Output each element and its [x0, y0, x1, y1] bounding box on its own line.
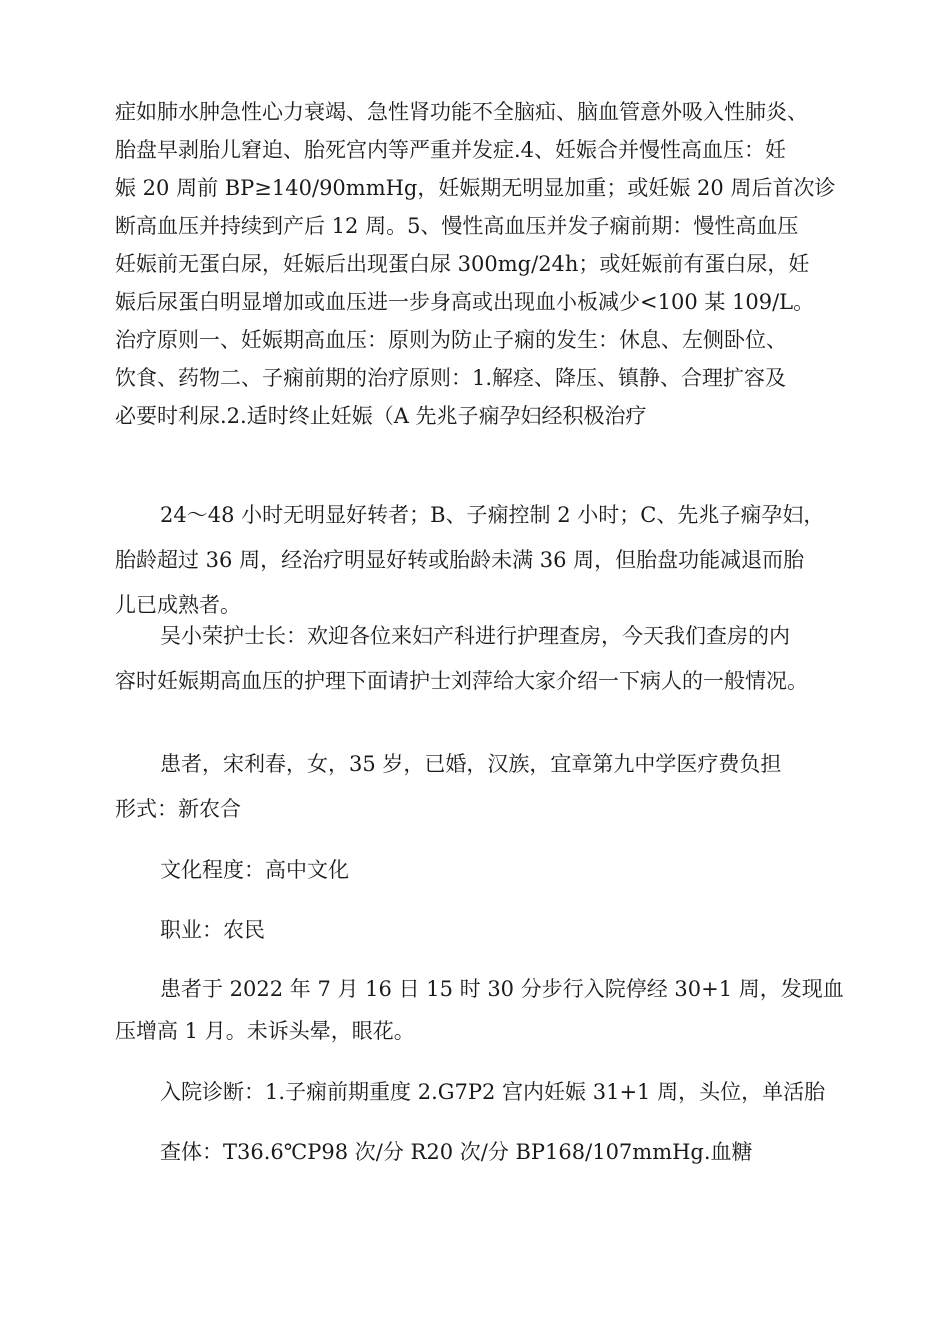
diagnosis-line: 入院诊断：1.子痫前期重度 2.G7P2 宫内妊娠 31+1 周，头位，单活胎	[160, 1080, 826, 1104]
text-line: 24～48 小时无明显好转者；B、子痫控制 2 小时；C、先兆子痫孕妇，	[160, 503, 825, 527]
text-line: 娠 20 周前 BP≥140/90mmHg，妊娠期无明显加重；或妊娠 20 周后首次诊	[115, 176, 836, 200]
text-line: 吴小荣护士长：欢迎各位来妇产科进行护理查房，今天我们查房的内	[160, 624, 790, 648]
text-line: 形式：新农合	[115, 797, 241, 821]
text-line: 治疗原则一、妊娠期高血压：原则为防止子痫的发生：休息、左侧卧位、	[115, 328, 787, 352]
exam-line: 查体：T36.6℃P98 次/分 R20 次/分 BP168/107mmHg.血糖	[160, 1140, 753, 1164]
text-line: 妊娠前无蛋白尿，妊娠后出现蛋白尿 300mg/24h；或妊娠前有蛋白尿，妊	[115, 252, 810, 276]
text-line: 患者于 2022 年 7 月 16 日 15 时 30 分步行入院停经 30+1 周，发现血	[160, 977, 844, 1001]
text-line: 容时妊娠期高血压的护理下面请护士刘萍给大家介绍一下病人的一般情况。	[115, 669, 808, 693]
text-line: 娠后尿蛋白明显增加或血压进一步身高或出现血小板减少<100 某 109/L。	[115, 290, 815, 314]
education-line: 文化程度：高中文化	[160, 858, 349, 882]
text-line: 压增高 1 月。未诉头晕，眼花。	[115, 1019, 415, 1043]
text-line: 症如肺水肿急性心力衰竭、急性肾功能不全脑疝、脑血管意外吸入性肺炎、	[115, 100, 808, 124]
text-line: 患者，宋利春，女，35 岁，已婚，汉族，宜章第九中学医疗费负担	[160, 752, 782, 776]
text-line: 必要时利尿.2.适时终止妊娠（A 先兆子痫孕妇经积极治疗	[115, 404, 647, 428]
text-line: 胎龄超过 36 周，经治疗明显好转或胎龄未满 36 周，但胎盘功能减退而胎	[115, 548, 805, 572]
occupation-line: 职业：农民	[160, 918, 265, 942]
text-line: 胎盘早剥胎儿窘迫、胎死宫内等严重并发症.4、妊娠合并慢性高血压：妊	[115, 138, 787, 162]
text-line: 断高血压并持续到产后 12 周。5、慢性高血压并发子痫前期：慢性高血压	[115, 214, 799, 238]
text-line: 儿已成熟者。	[115, 593, 241, 617]
text-line: 饮食、药物二、子痫前期的治疗原则：1.解痉、降压、镇静、合理扩容及	[115, 366, 787, 390]
